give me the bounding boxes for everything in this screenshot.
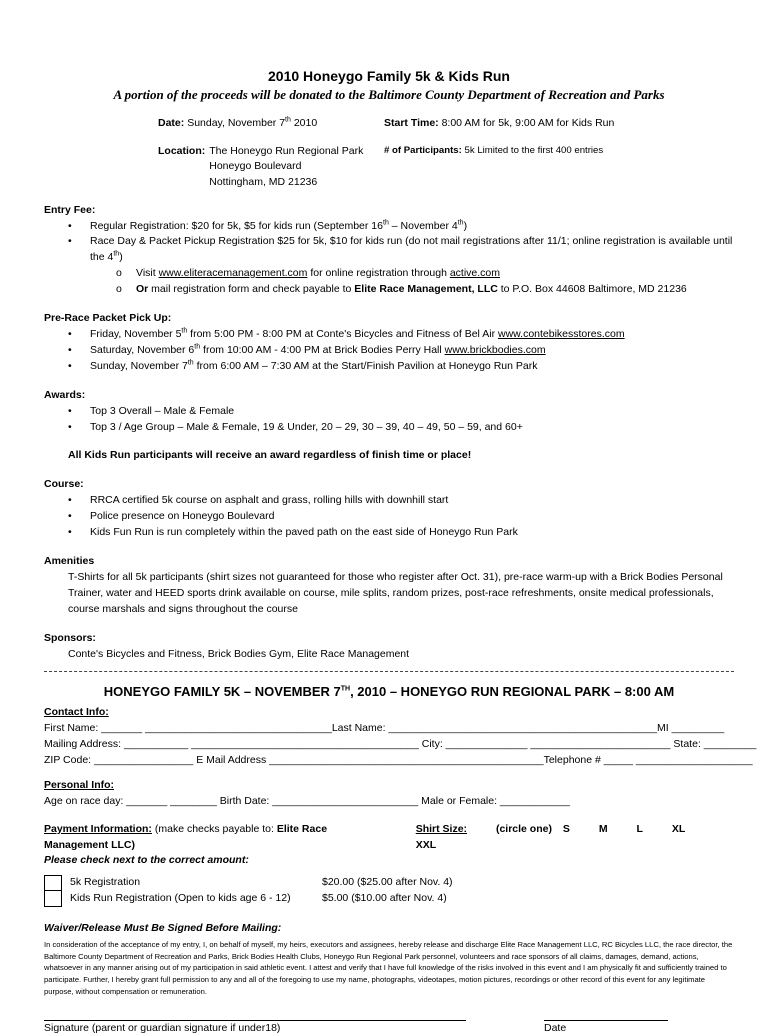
registration-options <box>44 875 734 907</box>
cut-line <box>44 671 734 672</box>
shirt-size: Shirt Size: (circle one) S M L XL XXL <box>415 822 686 851</box>
course-section <box>44 477 734 540</box>
size-m[interactable]: M <box>598 822 608 835</box>
sponsors-text: Conte's Bicycles and Fitness, Brick Bodies Gym, Elite Race Management <box>68 648 410 661</box>
location-line3: Nottingham, MD 21236 <box>209 176 318 189</box>
amenities-heading: Amenities <box>44 555 95 568</box>
signature-label: Signature (parent or guardian signature if under18) <box>44 1021 281 1034</box>
list-item: • Friday, November 5th from 5:00 PM - 8:00 PM at Conte's Bicycles and Fitness of Bel Air www.contebikesstores.com <box>68 327 734 343</box>
amenities-text: T-Shirts for all 5k participants (shirt sizes not guaranteed for those who register after Oct. 31), pre-race warm-up with a Brick Bodies Personal Trainer, water and HEED sports drink available on course, mile splits, random prizes, post-race refreshments, onsite medical professionals, course marshals and signs throughout the course <box>68 571 723 615</box>
brickbodies-link[interactable]: www.brickbodies.com <box>444 343 546 356</box>
conte-link[interactable]: www.contebikesstores.com <box>497 328 625 341</box>
event-info <box>158 116 734 191</box>
list-item: • Kids Fun Run is run completely within the paved path on the east side of Honeygo Run Park <box>68 525 734 541</box>
personal-section <box>44 778 734 810</box>
event-location <box>158 144 384 191</box>
first-name-row[interactable]: First Name: _______ ________________________________Last Name: ______________________________________________MI _________ <box>44 722 725 735</box>
payment-row <box>44 822 734 869</box>
list-item: • Regular Registration: $20 for 5k, $5 for kids run (September 16th – November 4th) <box>68 219 734 235</box>
waiver-text: In consideration of the acceptance of my entry, I, on behalf of myself, my heirs, executors and assignees, hereby release and discharge Elite Race Management LLC, RC Bicycles LLC, the race director, the Baltimore County Department of Recreation and Parks, Brick Bodies Health Clubs, Honeygo Run Regional Park personnel, volunteers and race sponsors of all claims, damages, demand, actions, whatsoever in any manner arising out of my participation in said athletic event. I attest and verify that I have full knowledge of the risks involved in this event and I am physically fit and sufficiently trained to participate. Further, I hereby grant full permission to any and all of the foregoing to use my name, photographs, videotapes, motion pictures, recordings or other record of this event for any legitimate purpose, without compensation or remuneration. <box>44 939 733 996</box>
personal-heading: Personal Info: <box>44 779 115 792</box>
list-item: • Saturday, November 6th from 10:00 AM - 4:00 PM at Brick Bodies Perry Hall www.brickbodies.com <box>68 343 734 359</box>
date-field[interactable] <box>544 1020 668 1036</box>
sponsors-heading: Sponsors: <box>44 632 96 645</box>
age-row[interactable]: Age on race day: _______ ________ Birth Date: _________________________ Male or Female: ____________ <box>44 795 571 808</box>
flyer-subtitle: A portion of the proceeds will be donated to the Baltimore County Department of Recreation and Parks <box>113 87 665 102</box>
list-item: • Race Day & Packet Pickup Registration $25 for 5k, $10 for kids run (do not mail registrations after 11/1; online registration is available until the 4th) o Visit www.eliteracemanagement.com for online registration through active.com o Or mail registration form and check payable to Elite Race Management, LLC to P.O. Box 44608 Baltimore, MD 21236 <box>68 234 734 297</box>
signature-row <box>44 1020 734 1036</box>
participants-label: # of Participants: <box>384 144 462 156</box>
awards-note: All Kids Run participants will receive an award regardless of finish time or place! <box>68 448 472 461</box>
size-s[interactable]: S <box>562 822 570 835</box>
mailing-address-row[interactable]: Mailing Address: ___________ _______________________________________ City: ______________ ________________________ State: _________ <box>44 737 757 750</box>
entry-fee-section <box>44 203 734 298</box>
kids-registration-label: Kids Run Registration (Open to kids age 6 - 12) <box>70 891 291 904</box>
list-item: • RRCA certified 5k course on asphalt and grass, rolling hills with downhill start <box>68 493 734 509</box>
course-heading: Course: <box>44 478 84 491</box>
packet-section <box>44 311 734 374</box>
elite-race-link[interactable]: www.eliteracemanagement.com <box>158 266 308 279</box>
form-title: HONEYGO FAMILY 5K – NOVEMBER 7TH, 2010 – HONEYGO RUN REGIONAL PARK – 8:00 AM <box>103 683 675 699</box>
awards-section <box>44 388 734 463</box>
contact-section <box>44 705 757 768</box>
location-line2: Honeygo Boulevard <box>209 160 302 173</box>
zip-row[interactable]: ZIP Code: _________________ E Mail Address _______________________________________________Telephone # _____ ____________________ <box>44 753 753 766</box>
signature-field[interactable] <box>44 1020 466 1036</box>
date-label: Date <box>544 1021 567 1034</box>
kids-price: $5.00 ($10.00 after Nov. 4) <box>322 891 447 904</box>
size-xxl[interactable]: XXL <box>415 838 437 851</box>
packet-heading: Pre-Race Packet Pick Up: <box>44 312 172 325</box>
date-value: Sunday, November 7th 2010 <box>187 116 318 129</box>
amenities-section <box>44 554 734 617</box>
date-label: Date: <box>158 116 185 129</box>
location-label: Location: <box>158 144 206 157</box>
location-line1: The Honeygo Run Regional Park <box>209 144 364 157</box>
sub-list-item: o Visit www.eliteracemanagement.com for online registration through active.com <box>116 266 734 282</box>
5k-price: $20.00 ($25.00 after Nov. 4) <box>322 876 453 889</box>
start-label: Start Time: <box>384 116 439 129</box>
contact-heading: Contact Info: <box>44 706 109 719</box>
list-item: • Top 3 Overall – Male & Female <box>68 404 734 420</box>
awards-heading: Awards: <box>44 389 86 402</box>
event-participants <box>384 144 624 191</box>
size-l[interactable]: L <box>636 822 643 835</box>
sub-list-item: o Or mail registration form and check payable to Elite Race Management, LLC to P.O. Box 44608 Baltimore, MD 21236 <box>116 282 734 298</box>
active-link[interactable]: active.com <box>449 266 501 279</box>
entry-fee-heading: Entry Fee: <box>44 203 96 216</box>
list-item: • Sunday, November 7th from 6:00 AM – 7:30 AM at the Start/Finish Pavilion at Honeygo Run Park <box>68 359 734 375</box>
shirt-size-label: Shirt Size: <box>415 822 468 835</box>
sponsors-section <box>44 631 734 663</box>
flyer-title: 2010 Honeygo Family 5k & Kids Run <box>268 68 510 84</box>
payment-info: Payment Information: (make checks payable to: Elite Race Management LLC) Please check next to the correct amount: <box>44 822 390 869</box>
start-value: 8:00 AM for 5k, 9:00 AM for Kids Run <box>441 116 615 129</box>
5k-registration-label: 5k Registration <box>70 876 141 889</box>
5k-checkbox[interactable] <box>44 875 62 891</box>
event-date <box>158 116 384 132</box>
flyer-page <box>44 60 757 1036</box>
check-note: Please check next to the correct amount: <box>44 854 249 867</box>
waiver-heading: Waiver/Release Must Be Signed Before Mailing: <box>44 922 282 935</box>
participants-value: 5k Limited to the first 400 entries <box>464 144 604 156</box>
event-start-time <box>384 116 624 132</box>
list-item: • Police presence on Honeygo Boulevard <box>68 509 734 525</box>
payment-label: Payment Information: <box>44 822 152 835</box>
size-xl[interactable]: XL <box>671 822 686 835</box>
list-item: • Top 3 / Age Group – Male & Female, 19 & Under, 20 – 29, 30 – 39, 40 – 49, 50 – 59, and 60+ <box>68 420 734 436</box>
kids-run-checkbox[interactable] <box>44 891 62 907</box>
